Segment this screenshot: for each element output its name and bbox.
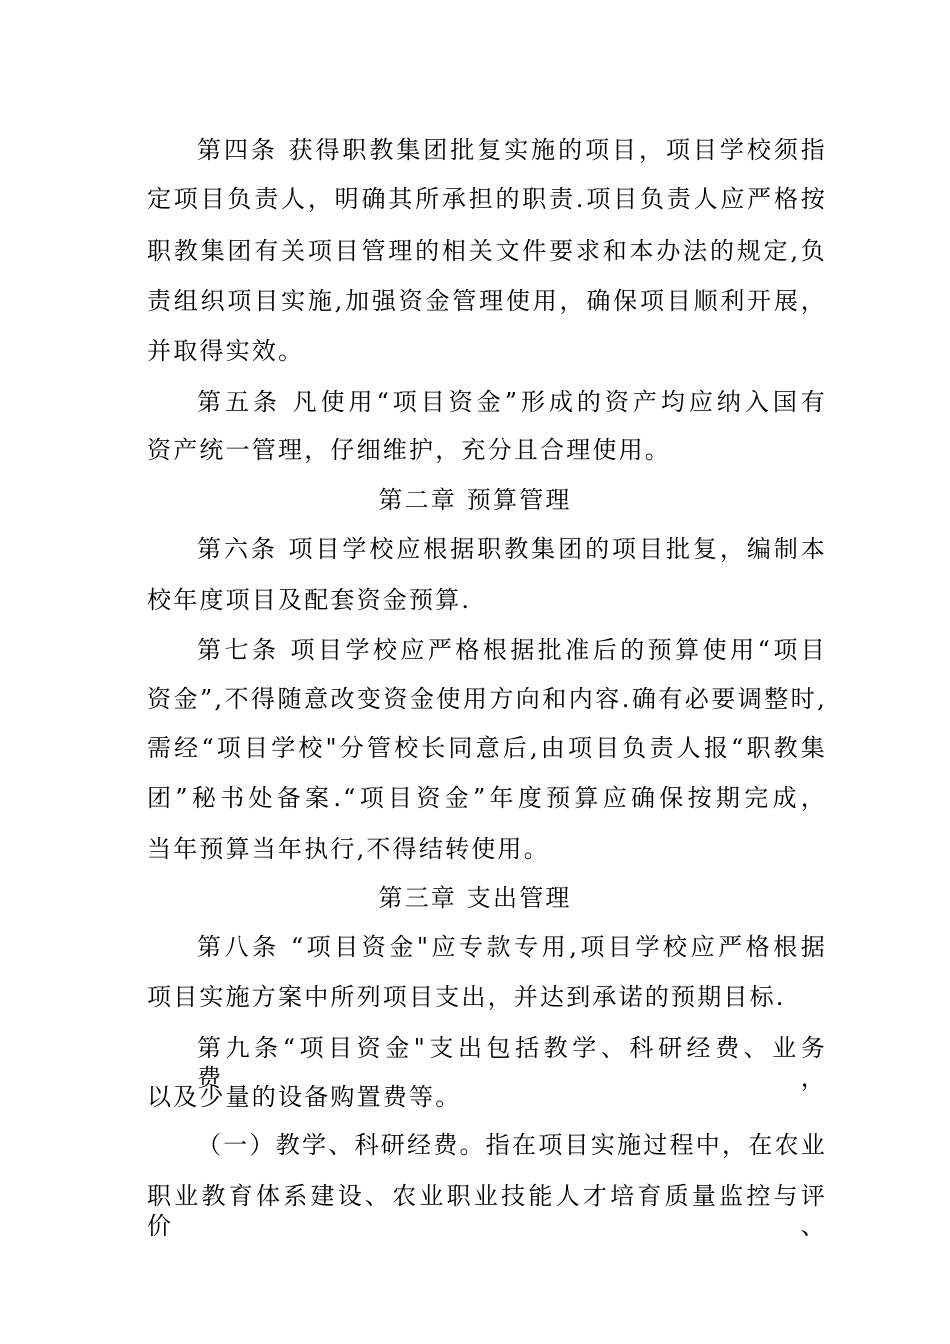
clause-1-line-2: 职业教育体系建设、农业职业技能人才培育质量监控与评价、 — [147, 1182, 827, 1240]
article-8-line-2: 项目实施方案中所列项目支出，并达到承诺的预期目标. — [147, 983, 786, 1011]
article-7-line-1: 第七条 项目学校应严格根据批准后的预算使用“项目 — [197, 636, 827, 664]
article-4-line-1: 第四条 获得职教集团批复实施的项目，项目学校须指 — [197, 136, 827, 164]
article-7-line-5: 当年预算当年执行,不得结转使用。 — [147, 835, 550, 863]
article-4-line-4: 责组织项目实施,加强资金管理使用，确保项目顺利开展， — [147, 287, 827, 315]
clause-1-line-1: （一）教学、科研经费。指在项目实施过程中，在农业 — [197, 1131, 827, 1159]
article-4-line-2: 定项目负责人，明确其所承担的职责.项目负责人应严格按 — [147, 185, 827, 213]
article-5-line-1: 第五条 凡使用“项目资金”形成的资产均应纳入国有 — [197, 388, 827, 416]
article-8-line-1: 第八条 “项目资金"应专款专用,项目学校应严格根据 — [197, 933, 827, 961]
chapter-2-heading: 第二章 预算管理 — [378, 486, 572, 514]
article-7-line-4: 团”秘书处备案.“项目资金”年度预算应确保按期完成， — [147, 784, 827, 812]
chapter-3-heading: 第三章 支出管理 — [378, 884, 572, 912]
article-4-line-5: 并取得实效。 — [147, 337, 305, 365]
article-7-line-2: 资金”,不得随意改变资金使用方向和内容.确有必要调整时, — [147, 685, 827, 713]
article-4-line-3: 职教集团有关项目管理的相关文件要求和本办法的规定,负 — [147, 237, 827, 265]
article-9-line-2: 以及少量的设备购置费等。 — [147, 1083, 462, 1111]
article-6-line-2: 校年度项目及配套资金预算. — [147, 586, 472, 614]
article-5-line-2: 资产统一管理，仔细维护，充分且合理使用。 — [147, 436, 671, 464]
article-6-line-1: 第六条 项目学校应根据职教集团的项目批复，编制本 — [197, 535, 827, 563]
article-9-line-1: 第九条“项目资金"支出包括教学、科研经费、业务费， — [197, 1034, 827, 1092]
article-7-line-3: 需经“项目学校"分管校长同意后,由项目负责人报“职教集 — [147, 734, 827, 762]
